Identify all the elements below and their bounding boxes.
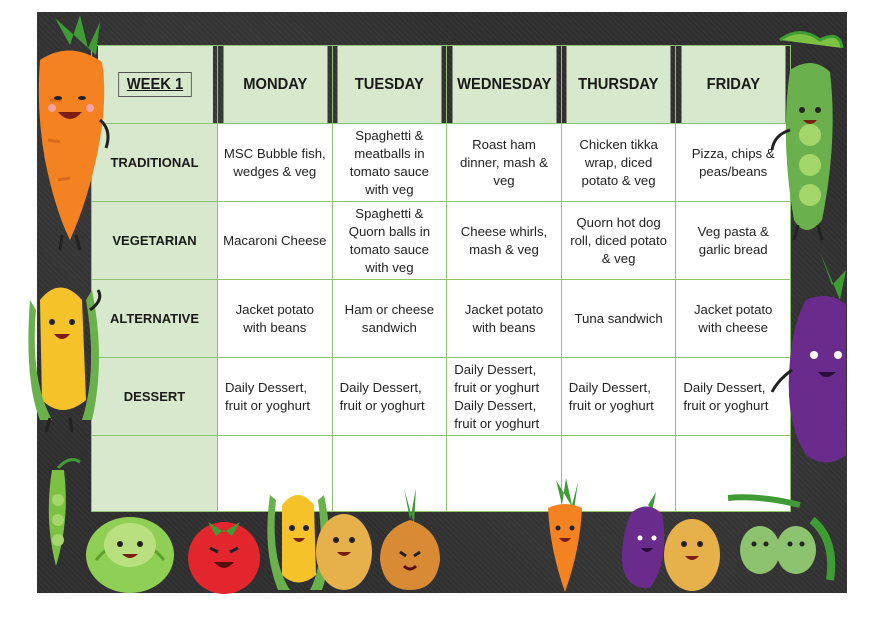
menu-cell-line: Roast ham	[472, 136, 536, 152]
day-header: TUESDAY	[337, 46, 442, 124]
menu-cell-line: garlic bread	[698, 241, 768, 257]
menu-cell-line: Pizza, chips &	[691, 145, 775, 161]
menu-cell-line: Spaghetti &	[355, 205, 424, 221]
menu-cell-line: Spaghetti &	[355, 127, 424, 143]
menu-cell-line: Tuna sandwich	[574, 310, 663, 326]
row-label: TRADITIONAL	[92, 124, 218, 202]
menu-cell-line: mash & veg	[469, 241, 539, 257]
menu-cell-line: Ham or cheese	[344, 301, 435, 317]
menu-cell-line: dinner, mash &	[460, 154, 548, 170]
carrot-bottom-character-icon	[548, 478, 582, 592]
menu-cell-line: Jacket potato	[235, 301, 315, 317]
menu-cell-line: Daily Dessert,	[683, 379, 766, 395]
menu-cell-line: roll, diced potato	[570, 232, 667, 248]
menu-cell-line: Daily Dessert,	[225, 379, 308, 395]
menu-cell-line: with veg	[365, 259, 414, 275]
menu-cell-line: & veg	[601, 250, 636, 266]
row-label: VEGETARIAN	[92, 202, 218, 280]
peapod-character-icon	[772, 33, 842, 241]
menu-cell-line: Daily Dessert,	[454, 361, 537, 377]
menu-cell-line: Cheese whirls,	[460, 223, 548, 239]
menu-cell-line: with beans	[472, 319, 536, 335]
menu-cell-line: fruit or yoghurt	[454, 379, 540, 395]
menu-cell-line: Veg pasta &	[697, 223, 769, 239]
menu-cell-line: Daily Dessert,	[568, 379, 651, 395]
corn-character-icon	[28, 288, 99, 433]
day-header: WEDNESDAY	[451, 46, 556, 124]
menu-cell-line: fruit or yoghurt	[568, 397, 654, 413]
row-label: ALTERNATIVE	[92, 280, 218, 358]
menu-cell-line: tomato sauce	[349, 241, 429, 257]
menu-cell-line: Jacket potato	[464, 301, 544, 317]
eggplant-bottom-character-icon	[622, 490, 664, 588]
cabbage-character-icon	[86, 517, 174, 593]
menu-cell-line: wedges & veg	[233, 163, 317, 179]
menu-cell-line: fruit or yoghurt	[339, 397, 425, 413]
day-header: MONDAY	[222, 46, 327, 124]
day-header: THURSDAY	[566, 46, 671, 124]
menu-cell-line: potato & veg	[581, 172, 656, 188]
onion-character-icon	[380, 488, 440, 590]
peapod-small-character-icon	[49, 460, 80, 566]
grape-character-icon	[728, 497, 831, 580]
menu-cell-line: fruit or yoghurt	[225, 397, 311, 413]
menu-cell-line: meatballs in	[354, 145, 425, 161]
menu-cell-line: Quorn balls in	[348, 223, 431, 239]
menu-cell-line: fruit or yoghurt	[683, 397, 769, 413]
menu-cell-line: Daily Dessert,	[339, 379, 422, 395]
menu-cell-line: wrap, diced	[584, 154, 653, 170]
tomato-character-icon	[188, 522, 260, 594]
row-label: DESSERT	[92, 358, 218, 436]
menu-cell-line: Chicken tikka	[579, 136, 658, 152]
menu-cell-line: veg	[493, 172, 515, 188]
menu-cell-line: Quorn hot dog	[576, 214, 661, 230]
menu-cell-line: tomato sauce	[349, 163, 429, 179]
day-header: FRIDAY	[680, 46, 785, 124]
menu-cell-line: MSC Bubble fish,	[223, 145, 326, 161]
menu-cell-line: peas/beans	[699, 163, 768, 179]
menu-cell-line: with beans	[243, 319, 307, 335]
carrot-character-icon	[39, 15, 108, 250]
menu-cell-line: with veg	[365, 181, 414, 197]
menu-cell-line: with cheese	[698, 319, 768, 335]
potato-right-character-icon	[664, 519, 720, 591]
menu-cell-line: fruit or yoghurt	[454, 415, 540, 431]
potato-character-icon	[316, 514, 372, 590]
menu-cell-line: sandwich	[361, 319, 417, 335]
week-label: WEEK 1	[118, 72, 191, 97]
menu-cell-line: Daily Dessert,	[454, 397, 537, 413]
menu-cell-line: Jacket potato	[693, 301, 773, 317]
eggplant-character-icon	[772, 252, 846, 463]
menu-cell-line: Macaroni Cheese	[223, 232, 327, 248]
